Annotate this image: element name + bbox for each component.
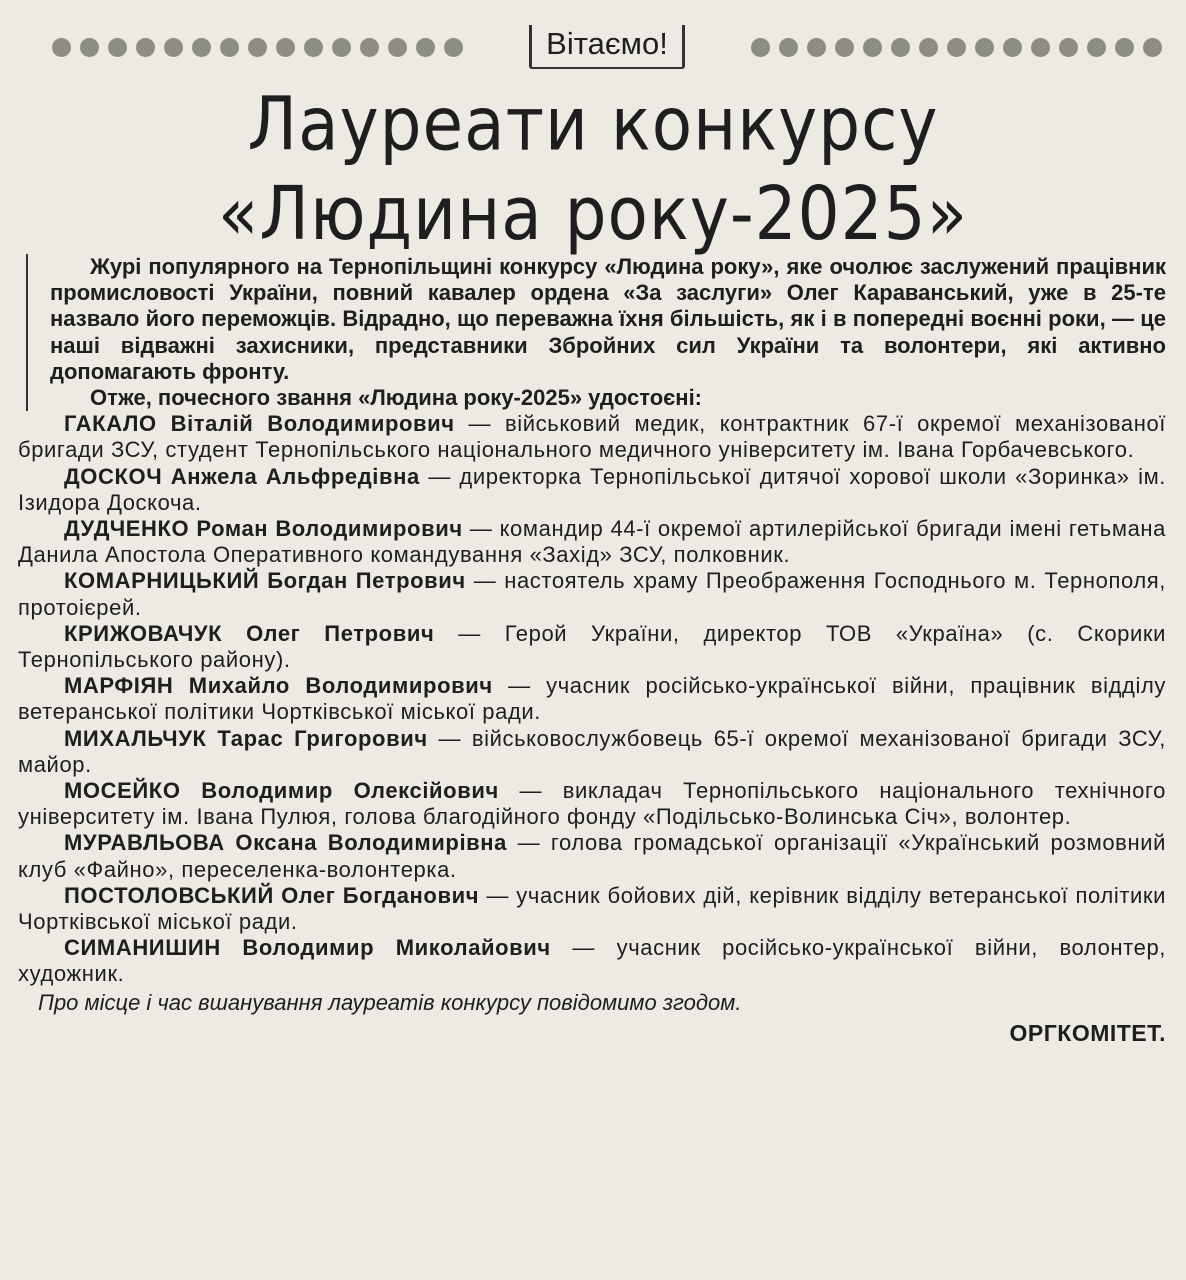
- laureate-description: — учасник російсько-української війни, працівник відділу ветеранської політики Чортківської міської ради.: [18, 673, 1166, 725]
- lead-block: [26, 254, 1166, 411]
- laureate-surname: МОСЕЙКО: [64, 778, 181, 804]
- laureate-given-name: Богдан Петрович: [267, 568, 466, 594]
- rubric-label: Вітаємо!: [529, 25, 685, 69]
- laureate-description: — викладач Тернопільського національного технічного університету ім. Івана Пулюя, голова благодійного фонду «Подільсько-Волинська Січ», волонтер.: [18, 778, 1166, 830]
- article-title: [0, 80, 1186, 259]
- laureate-surname: МАРФІЯН: [64, 673, 174, 699]
- laureate-surname: ДОСКОЧ: [64, 463, 163, 489]
- laureate-entry: [18, 516, 1166, 568]
- laureate-surname: МИХАЛЬЧУК: [64, 725, 207, 751]
- laureate-description: — учасник російсько-української війни, волонтер, художник.: [18, 935, 1166, 987]
- laureate-surname: ГАКАЛО: [64, 411, 157, 437]
- laureate-description: — директорка Тернопільської дитячої хорової школи «Зоринка» ім. Ізидора Доскоча.: [18, 463, 1167, 515]
- rubric-header: [52, 22, 1162, 72]
- intro-list-heading: Отже, почесного звання «Людина року-2025» удостоєні:: [90, 385, 703, 411]
- laureate-given-name: Оксана Володимирівна: [235, 830, 507, 856]
- laureate-description: — настоятель храму Преображення Господнього м. Тернополя, протоієрей.: [18, 568, 1166, 620]
- decorative-dots-left: [52, 38, 463, 57]
- laureate-entry: [18, 673, 1166, 725]
- laureate-given-name: Володимир Миколайович: [242, 935, 551, 961]
- laureates-list: [18, 411, 1166, 987]
- laureate-surname: КРИЖОВАЧУК: [64, 620, 223, 646]
- laureate-given-name: Олег Петрович: [246, 620, 435, 646]
- laureate-description: — командир 44-ї окремої артилерійської бригади імені гетьмана Данила Апостола Оперативного командування «Захід» ЗСУ, полковник.: [18, 516, 1166, 568]
- title-line-1: Лауреати конкурсу: [247, 81, 939, 168]
- laureate-description: — учасник бойових дій, керівник відділу ветеранської політики Чортківської міської ради.: [18, 882, 1167, 935]
- closing-note: Про місце і час вшанування лауреатів конкурсу повідомимо згодом.: [38, 989, 742, 1015]
- laureate-entry: [18, 778, 1166, 830]
- laureate-surname: ПОСТОЛОВСЬКИЙ: [64, 882, 274, 908]
- laureate-entry: [18, 411, 1166, 463]
- article-body: [18, 254, 1166, 1046]
- laureate-description: — військовий медик, контрактник 67-ї окремої механізованої бригади ЗСУ, студент Тернопільського національного медичного університету ім. Івана Горбачевського.: [18, 411, 1166, 463]
- laureate-given-name: Володимир Олексійович: [201, 778, 499, 804]
- laureate-entry: [18, 935, 1166, 987]
- laureate-entry: [18, 726, 1166, 778]
- laureate-given-name: Роман Володимирович: [196, 516, 463, 542]
- laureate-description: — військовослужбовець 65-ї окремої механізованої бригади ЗСУ, майор.: [18, 725, 1166, 777]
- laureate-given-name: Михайло Володимирович: [188, 673, 493, 699]
- decorative-dots-right: [751, 38, 1162, 57]
- laureate-surname: КОМАРНИЦЬКИЙ: [64, 568, 260, 594]
- signature: ОРГКОМІТЕТ.: [1009, 1019, 1166, 1046]
- laureate-entry: [18, 830, 1166, 882]
- laureate-entry: [18, 621, 1166, 673]
- laureate-surname: СИМАНИШИН: [64, 935, 221, 961]
- laureate-entry: [18, 464, 1166, 516]
- laureate-entry: [18, 883, 1166, 935]
- intro-paragraph: Журі популярного на Тернопільщині конкурсу «Людина року», яке очолює заслужений працівник промисловості України, повний кавалер ордена «За заслуги» Олег Караванський, уже в 25-те назвало його переможців. Відрадно, що переважна їхня більшість, як і в попередні воєнні роки, — це наші відважні захисники, представники Збройних сил України та волонтери, які активно допомагають фронту.: [50, 254, 1166, 384]
- laureate-description: — голова громадської організації «Український розмовний клуб «Файно», переселенка-волонтерка.: [18, 830, 1166, 882]
- laureate-surname: ДУДЧЕНКО: [64, 516, 190, 542]
- laureate-entry: [18, 568, 1166, 620]
- laureate-surname: МУРАВЛЬОВА: [64, 830, 225, 856]
- laureate-given-name: Олег Богданович: [281, 882, 480, 908]
- title-line-2: «Людина року-2025»: [217, 170, 969, 257]
- laureate-description: — Герой України, директор ТОВ «Україна» (с. Скорики Тернопільського району).: [18, 620, 1166, 673]
- laureate-given-name: Анжела Альфредівна: [170, 463, 420, 489]
- laureate-given-name: Віталій Володимирович: [170, 411, 455, 437]
- laureate-given-name: Тарас Григорович: [217, 725, 428, 751]
